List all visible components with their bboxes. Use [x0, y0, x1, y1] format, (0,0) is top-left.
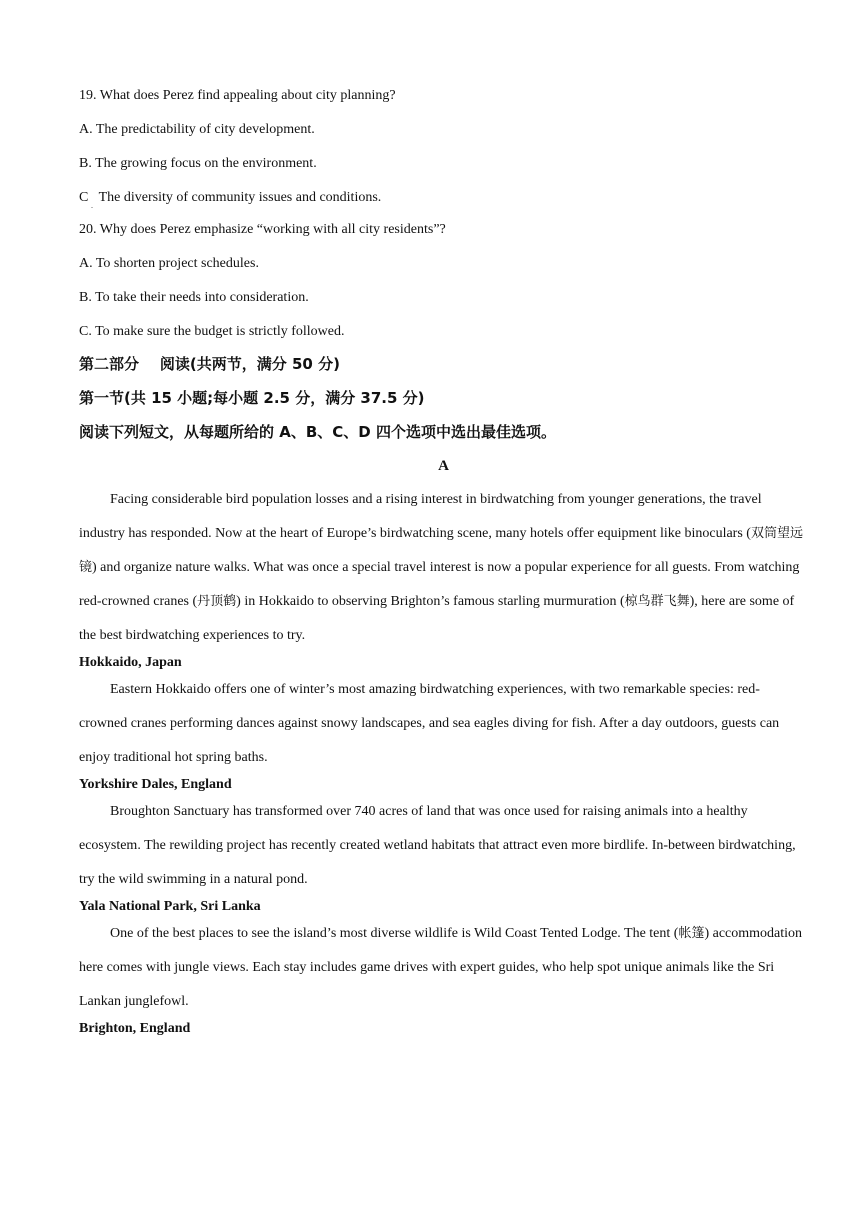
gloss-murmuration: 椋鸟群飞舞 — [624, 594, 690, 609]
section-heading-hokkaido: Hokkaido, Japan — [79, 655, 182, 670]
option-c-text: The diversity of community issues and conditions. — [98, 190, 382, 205]
option-c: C. To make sure the budget is strictly followed. — [79, 324, 345, 339]
section-text-yorkshire: Broughton Sanctuary has transformed over 740 acres of land that was once used for raising animals into a healthy ecosystem. The rewilding project has recently created wetland habitats that attract even more birdlife. In-between birdwatching, try the wild swimming in a natural pond. — [79, 804, 796, 887]
part-label: 第二部分 — [79, 355, 140, 373]
option-b: B. To take their needs into consideration. — [79, 290, 309, 305]
gloss-cranes: 丹顶鹤 — [197, 594, 237, 609]
question-title: 19. What does Perez find appealing about city planning? — [79, 88, 396, 103]
gloss-tent: 帐篷 — [678, 926, 705, 941]
question-title: 20. Why does Perez emphasize “working with all city residents”? — [79, 222, 446, 237]
subsection-heading: 第一节(共 15 小题;每小题 2.5 分，满分 37.5 分) — [79, 389, 425, 407]
part-title: 阅读(共两节，满分 50 分) — [159, 355, 340, 373]
option-a: A. To shorten project schedules. — [79, 256, 259, 271]
section-heading-yorkshire: Yorkshire Dales, England — [79, 777, 232, 792]
gloss-binoculars: 双筒望远镜 — [79, 526, 803, 575]
question-20 — [79, 220, 808, 342]
option-a: A. The predictability of city development. — [79, 122, 315, 137]
passage-letter: A — [438, 458, 449, 474]
option-c-letter: C — [79, 190, 89, 205]
option-b: B. The growing focus on the environment. — [79, 156, 317, 171]
stray-mark: . — [91, 201, 93, 210]
question-19 — [79, 86, 808, 220]
instruction: 阅读下列短文，从每题所给的 A、B、C、D 四个选项中选出最佳选项。 — [79, 423, 556, 441]
section-heading-yala: Yala National Park, Sri Lanka — [79, 899, 261, 914]
option-c — [79, 188, 808, 208]
part-heading — [79, 354, 808, 374]
section-text-yala: One of the best places to see the island’s most diverse wildlife is Wild Coast Tented Lodge. The tent (帐篷) accommodation here comes with jungle views. Each stay includes game drives with expert guides, who help spot unique animals like the Sri Lankan junglefowl. — [79, 926, 803, 1009]
section-heading-brighton: Brighton, England — [79, 1021, 191, 1036]
intro-paragraph: Facing considerable bird population losses and a rising interest in birdwatching from younger generations, the travel industry has responded. Now at the heart of Europe’s birdwatching scene, many hotels offer equipment like binoculars (双筒望远镜) and organize nature walks. What was once a special travel interest is now a popular experience for all guests. From watching red-crowned cranes (丹顶鹤) in Hokkaido to observing Brighton’s famous starling murmuration (椋鸟群飞舞), here are some of the best birdwatching experiences to try. — [79, 492, 803, 643]
section-text-hokkaido: Eastern Hokkaido offers one of winter’s most amazing birdwatching experiences, with two remarkable species: red-crowned cranes performing dances against snowy landscapes, and sea eagles diving for fish. After a day outdoors, guests can enjoy traditional hot spring baths. — [79, 682, 780, 765]
